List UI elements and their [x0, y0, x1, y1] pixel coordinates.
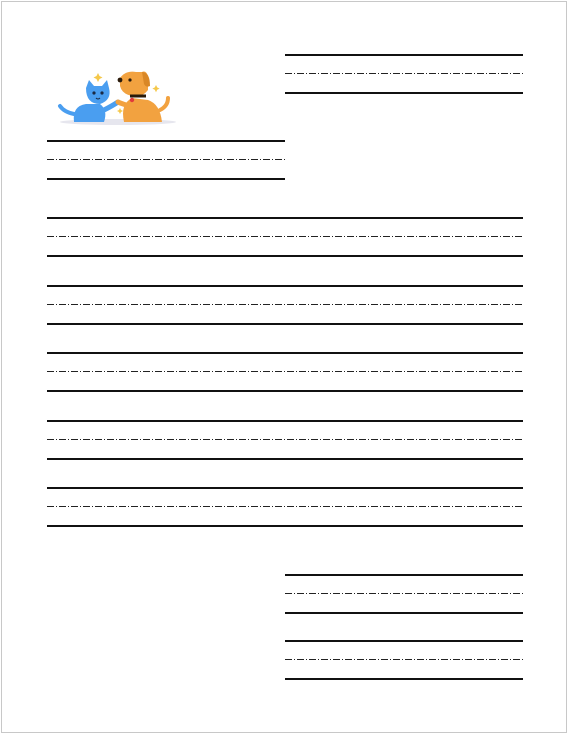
cat-and-dog-icon [56, 66, 178, 128]
dashed-midline [47, 236, 523, 237]
top-rule [285, 640, 523, 642]
dashed-midline [47, 371, 523, 372]
top-rule [47, 285, 523, 287]
base-rule [285, 678, 523, 680]
base-rule [47, 458, 523, 460]
body-writing-lines[interactable] [47, 420, 523, 462]
base-rule [47, 178, 285, 180]
base-rule [285, 612, 523, 614]
closing-writing-lines[interactable] [285, 574, 523, 616]
top-rule [285, 574, 523, 576]
top-rule [47, 487, 523, 489]
dashed-midline [285, 659, 523, 660]
top-rule [47, 140, 285, 142]
body-writing-lines[interactable] [47, 352, 523, 394]
dashed-midline [285, 593, 523, 594]
name-writing-lines[interactable] [285, 54, 523, 96]
base-rule [285, 92, 523, 94]
dashed-midline [47, 304, 523, 305]
top-rule [47, 352, 523, 354]
dashed-midline [47, 439, 523, 440]
body-writing-lines[interactable] [47, 487, 523, 529]
base-rule [47, 525, 523, 527]
base-rule [47, 323, 523, 325]
greeting-writing-lines[interactable] [47, 140, 285, 182]
base-rule [47, 390, 523, 392]
top-rule [285, 54, 523, 56]
dashed-midline [285, 73, 523, 74]
top-rule [47, 420, 523, 422]
dashed-midline [47, 159, 285, 160]
body-writing-lines[interactable] [47, 285, 523, 327]
base-rule [47, 255, 523, 257]
body-writing-lines[interactable] [47, 217, 523, 259]
signature-writing-lines[interactable] [285, 640, 523, 682]
top-rule [47, 217, 523, 219]
writing-paper-page [1, 1, 567, 733]
dashed-midline [47, 506, 523, 507]
